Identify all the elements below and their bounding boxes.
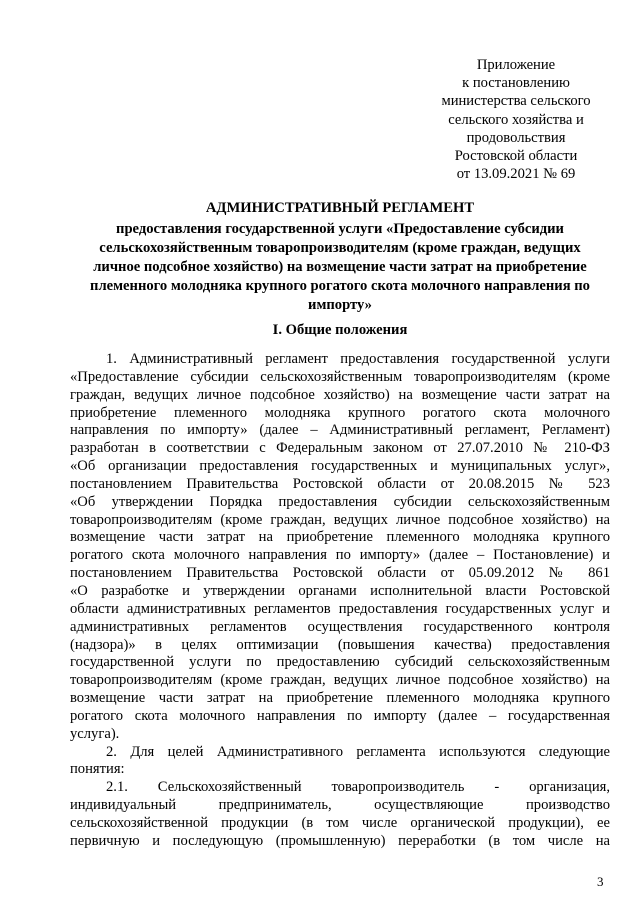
body-line: «Об утверждении Порядка предоставления субсидии сельскохозяйственным (70, 493, 610, 510)
body-line: государственной услуги по предоставлению субсидий сельскохозяйственным (70, 654, 610, 671)
body-line: 1. Административный регламент предоставления государственной услуги (106, 351, 610, 367)
appendix-line: Приложение (476, 57, 556, 73)
page-number: 3 (597, 874, 604, 889)
body-line: индивидуальный предприниматель, осуществляющие производство (70, 797, 610, 814)
appendix-line: министерства сельского (441, 93, 591, 110)
section-heading: I. Общие положения (272, 322, 408, 338)
body-text (70, 351, 610, 851)
body-line: понятия: (70, 761, 125, 778)
body-line: административных регламентов осуществления государственного контроля (70, 618, 610, 635)
document-subtitle (70, 220, 610, 315)
appendix-line: сельского хозяйства и (448, 111, 584, 128)
body-line: граждан, ведущих личное подсобное хозяйство) на возмещение части затрат на (70, 386, 610, 403)
body-line: «Об организации предоставления государственных и муниципальных услуг», (70, 458, 610, 475)
body-line: приобретение племенного молодняка крупного рогатого скота молочного (70, 404, 610, 421)
body-line: 2. Для целей Административного регламента используются следующие (106, 743, 610, 760)
body-line: области административных регламентов предоставления государственных услуг и (70, 600, 610, 617)
subtitle-line: племенного молодняка крупного рогатого скота молочного направления по (90, 278, 590, 294)
body-line: сельскохозяйственной продукции (в том числе органической продукции), ее (70, 814, 610, 831)
body-line: постановлением Правительства Ростовской области от 20.08.2015 № 523 (70, 475, 610, 492)
body-line: первичную и последующую (промышленную) переработки (в том числе на (70, 832, 610, 849)
body-line: направления по импорту» (далее – Административный регламент, Регламент) (70, 422, 610, 439)
appendix-line: Ростовской области (454, 148, 578, 165)
body-line: «О разработке и утверждении органами исполнительной власти Ростовской (70, 582, 610, 599)
body-line: 2.1. Сельскохозяйственный товаропроизводитель - организация, (106, 779, 610, 796)
subtitle-line: сельскохозяйственным товаропроизводителям (кроме граждан, ведущих (99, 240, 581, 256)
body-line: постановлением Правительства Ростовской области от 05.09.2012 № 861 (70, 565, 610, 582)
body-line: разработан в соответствии с Федеральным законом от 27.07.2010 № 210-ФЗ (70, 440, 610, 457)
body-line: (надзора)» в целях оптимизации (повышения качества) предоставления (70, 636, 610, 653)
body-line: возмещение части затрат на приобретение племенного молодняка крупного (70, 690, 610, 707)
appendix-line: продовольствия (466, 129, 566, 146)
subtitle-line: импорту» (308, 297, 372, 313)
body-line: рогатого скота молочного направления по импорту» (далее – Постановление) и (70, 547, 610, 564)
appendix-line: к постановлению (462, 75, 570, 92)
body-line: услуга). (70, 725, 120, 742)
document-title: АДМИНИСТРАТИВНЫЙ РЕГЛАМЕНТ (205, 200, 475, 216)
body-line: товаропроизводителям (кроме граждан, ведущих личное подсобное хозяйство) на (70, 672, 610, 689)
body-line: рогатого скота молочного направления по импорту (далее – государственная (70, 707, 610, 724)
appendix-block (418, 56, 614, 183)
subtitle-line: личное подсобное хозяйство) на возмещение части затрат на приобретение (93, 259, 587, 275)
body-line: «Предоставление субсидии сельскохозяйственным товаропроизводителям (кроме (70, 368, 610, 385)
body-line: товаропроизводителям (кроме граждан, ведущих личное подсобное хозяйство) на (70, 511, 610, 528)
body-line: возмещение части затрат на приобретение племенного молодняка крупного (70, 529, 610, 546)
appendix-line: от 13.09.2021 № 69 (456, 166, 576, 183)
subtitle-line: предоставления государственной услуги «Предоставление субсидии (116, 221, 564, 237)
